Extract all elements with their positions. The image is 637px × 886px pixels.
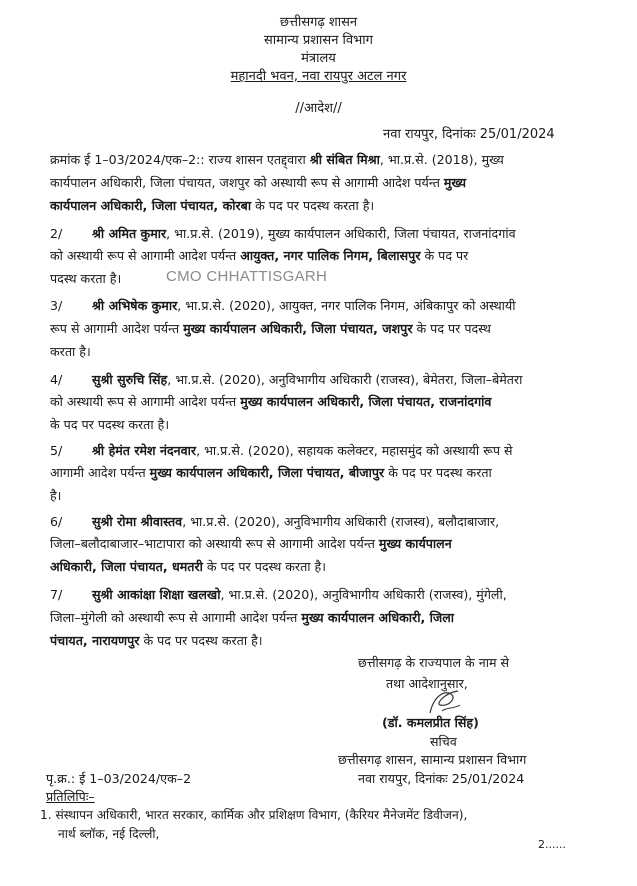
- para3-line1: 3/ श्री अभिषेक कुमार, भा.प्र.से. (2020), आयुक्त, नगर पालिक निगम, अंबिकापुर को अस्थायी: [50, 298, 516, 313]
- watermark: CMO CHHATTISGARH: [166, 268, 328, 285]
- para6-line2: जिला–बलौदाबाजार–भाटापारा को अस्थायी रूप से आगामी आदेश पर्यन्त मुख्य कार्यपालन: [50, 536, 452, 551]
- endorsement-reference: पृ.क्र.: ई 1–03/2024/एक–2: [46, 771, 192, 786]
- signatory-name: (डॉ. कमलप्रीत सिंह): [382, 715, 479, 730]
- order-place-date: नवा रायपुर, दिनांकः 25/01/2024: [383, 127, 555, 142]
- para3-line2: रूप से आगामी आदेश पर्यन्त मुख्य कार्यपालन अधिकारी, जिला पंचायत, जशपुर के पद पर पदस्थ: [50, 321, 491, 336]
- header-department: सामान्य प्रशासन विभाग: [264, 33, 373, 48]
- para5-line1: 5/ श्री हेमंत रमेश नंदनवार, भा.प्र.से. (2020), सहायक कलेक्टर, महासमुंद को अस्थायी रूप से: [50, 443, 513, 458]
- para4-line3: के पद पर पदस्थ करता है।: [50, 417, 170, 432]
- copy-to-heading: प्रतिलिपिः–: [46, 789, 95, 804]
- signature-authority: छत्तीसगढ़ के राज्यपाल के नाम से: [358, 655, 510, 670]
- para1-line3: कार्यपालन अधिकारी, जिला पंचायत, कोरबा के पद पर पदस्थ करता है।: [50, 198, 375, 213]
- header-govt: छत्तीसगढ़ शासन: [279, 15, 358, 30]
- para3-line3: करता है।: [50, 344, 91, 359]
- signatory-department: छत्तीसगढ़ शासन, सामान्य प्रशासन विभाग: [338, 752, 527, 767]
- signature-place-date: नवा रायपुर, दिनांकः 25/01/2024: [358, 771, 525, 786]
- para4-line2: को अस्थायी रूप से आगामी आदेश पर्यन्त मुख्य कार्यपालन अधिकारी, जिला पंचायत, राजनांदगांव: [50, 394, 492, 409]
- para6-line3: अधिकारी, जिला पंचायत, धमतरी के पद पर पदस्थ करता है।: [50, 559, 326, 574]
- para7-line3: पंचायत, नारायणपुर के पद पर पदस्थ करता है।: [50, 633, 263, 648]
- page-continuation: 2......: [538, 838, 566, 851]
- copy-item-1-line2: नार्थ ब्लॉक, नई दिल्ली,: [58, 827, 160, 841]
- para6-line1: 6/ सुश्री रोमा श्रीवास्तव, भा.प्र.से. (2020), अनुविभागीय अधिकारी (राजस्व), बलौदाबाजार,: [50, 514, 500, 529]
- para1-line2: कार्यपालन अधिकारी, जिला पंचायत, जशपुर को अस्थायी रूप से आगामी आदेश पर्यन्त मुख्य: [50, 175, 467, 190]
- para2-line1: 2/ श्री अमित कुमार, भा.प्र.से. (2019), मुख्य कार्यपालन अधिकारी, जिला पंचायत, राजनांदगांव: [50, 226, 516, 241]
- order-title: //आदेश//: [295, 101, 342, 116]
- para5-line2: आगामी आदेश पर्यन्त मुख्य कार्यपालन अधिकारी, जिला पंचायत, बीजापुर के पद पर पदस्थ करता: [50, 465, 492, 480]
- para5-line3: है।: [50, 488, 62, 503]
- para1-line1: क्रमांक ई 1–03/2024/एक–2:: राज्य शासन एतद्द्वारा श्री संबित मिश्रा, भा.प्र.से. (2018), मुख्य: [50, 152, 504, 167]
- header-ministry: मंत्रालय: [301, 51, 336, 66]
- copy-item-1-line1: 1. संस्थापन अधिकारी, भारत सरकार, कार्मिक और प्रशिक्षण विभाग, (कैरियर मैनेजमेंट डिवीजन),: [40, 808, 468, 822]
- signature-order: तथा आदेशानुसार,: [386, 676, 468, 691]
- signatory-designation: सचिव: [430, 734, 457, 749]
- para4-line1: 4/ सुश्री सुरुचि सिंह, भा.प्र.से. (2020), अनुविभागीय अधिकारी (राजस्व), बेमेतरा, जिला–बेमेतरा: [50, 372, 523, 387]
- para2-line3: पदस्थ करता है।: [50, 271, 122, 286]
- para7-line1: 7/ सुश्री आकांक्षा शिक्षा खलखो, भा.प्र.से. (2020), अनुविभागीय अधिकारी (राजस्व), मुंगेली,: [50, 587, 507, 602]
- para7-line2: जिला–मुंगेली को अस्थायी रूप से आगामी आदेश पर्यन्त मुख्य कार्यपालन अधिकारी, जिला: [50, 610, 455, 625]
- para2-line2: को अस्थायी रूप से आगामी आदेश पर्यन्त आयुक्त, नगर पालिक निगम, बिलासपुर के पद पर: [50, 248, 469, 263]
- header-address: महानदी भवन, नवा रायपुर अटल नगर: [230, 69, 407, 84]
